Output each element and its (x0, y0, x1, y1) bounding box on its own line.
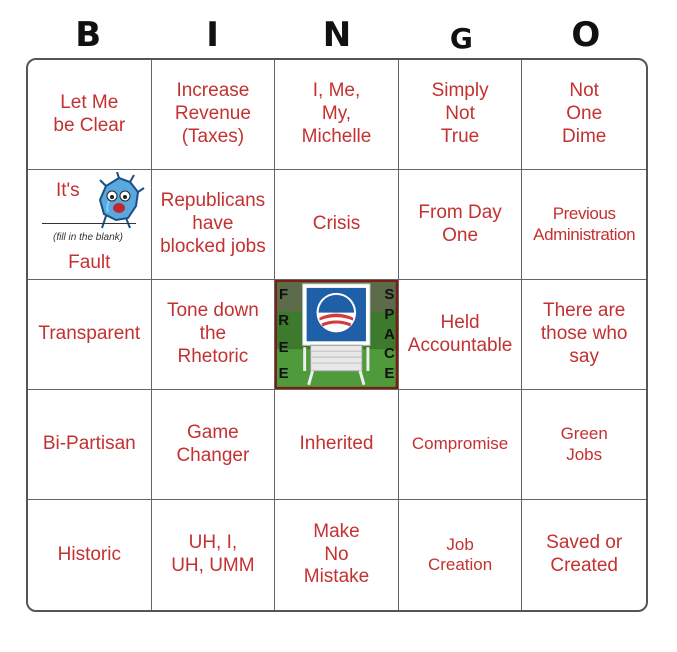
free-letter: E (278, 338, 289, 356)
lawn-chair-logo-icon (275, 280, 398, 389)
space-letter: P (384, 305, 395, 323)
header-letter-i: I (206, 15, 219, 55)
bingo-cell-r1-c3[interactable]: From Day One (399, 170, 523, 280)
its-label: It's (56, 180, 80, 201)
space-letter: C (383, 345, 395, 363)
free-label (278, 286, 289, 383)
bingo-cell-r1-c2[interactable]: Crisis (275, 170, 399, 280)
space-letter: S (384, 286, 395, 303)
header-letter-n: N (322, 15, 352, 55)
bingo-cell-r2-c0[interactable]: Transparent (28, 280, 152, 390)
bingo-cell-r4-c1[interactable]: UH, I, UH, UMM (152, 500, 276, 610)
header-letter-g: G (449, 22, 473, 55)
header-letter-o: O (571, 15, 601, 55)
bingo-cell-r3-c2[interactable]: Inherited (275, 390, 399, 500)
bingo-cell-r4-c2[interactable]: Make No Mistake (275, 500, 399, 610)
bingo-cell-r4-c0[interactable]: Historic (28, 500, 152, 610)
bingo-cell-r1-c0[interactable] (28, 170, 152, 280)
bingo-cell-r0-c3[interactable]: Simply Not True (399, 60, 523, 170)
free-letter: E (278, 364, 289, 382)
bingo-cell-r1-c4[interactable]: Previous Administration (522, 170, 646, 280)
bingo-cell-r3-c4[interactable]: Green Jobs (522, 390, 646, 500)
bingo-cell-r4-c3[interactable]: Job Creation (399, 500, 523, 610)
space-label (384, 286, 395, 383)
bingo-cell-r0-c4[interactable]: Not One Dime (522, 60, 646, 170)
fill-in-blank-label: (fill in the blank) (52, 232, 124, 243)
bingo-cell-r2-c1[interactable]: Tone down the Rhetoric (152, 280, 276, 390)
bingo-cell-r2-c3[interactable]: Held Accountable (399, 280, 523, 390)
free-letter: F (279, 286, 289, 303)
space-letter: E (384, 365, 395, 382)
bingo-board (26, 58, 648, 612)
bingo-cell-r3-c3[interactable]: Compromise (399, 390, 523, 500)
bingo-cell-r0-c1[interactable]: Increase Revenue (Taxes) (152, 60, 276, 170)
space-letter: A (383, 325, 395, 343)
crying-mascot-icon (92, 172, 146, 230)
free-letter: R (278, 312, 290, 330)
bingo-cell-r2-c4[interactable]: There are those who say (522, 280, 646, 390)
bingo-cell-r4-c4[interactable]: Saved or Created (546, 532, 623, 576)
fault-label: Fault (68, 252, 111, 273)
bingo-cell-r3-c1[interactable]: Game Changer (152, 390, 276, 500)
bingo-header (26, 12, 648, 58)
free-space-cell[interactable] (275, 280, 399, 390)
bingo-cell-r0-c2[interactable]: I, Me, My, Michelle (275, 60, 399, 170)
header-letter-b: B (75, 15, 102, 55)
bingo-cell-r3-c0[interactable]: Bi-Partisan (28, 390, 152, 500)
bingo-cell-r0-c0[interactable]: Let Me be Clear (28, 60, 152, 170)
blank-line (42, 223, 136, 224)
bingo-cell-r1-c1[interactable]: Republicans have blocked jobs (152, 170, 276, 280)
